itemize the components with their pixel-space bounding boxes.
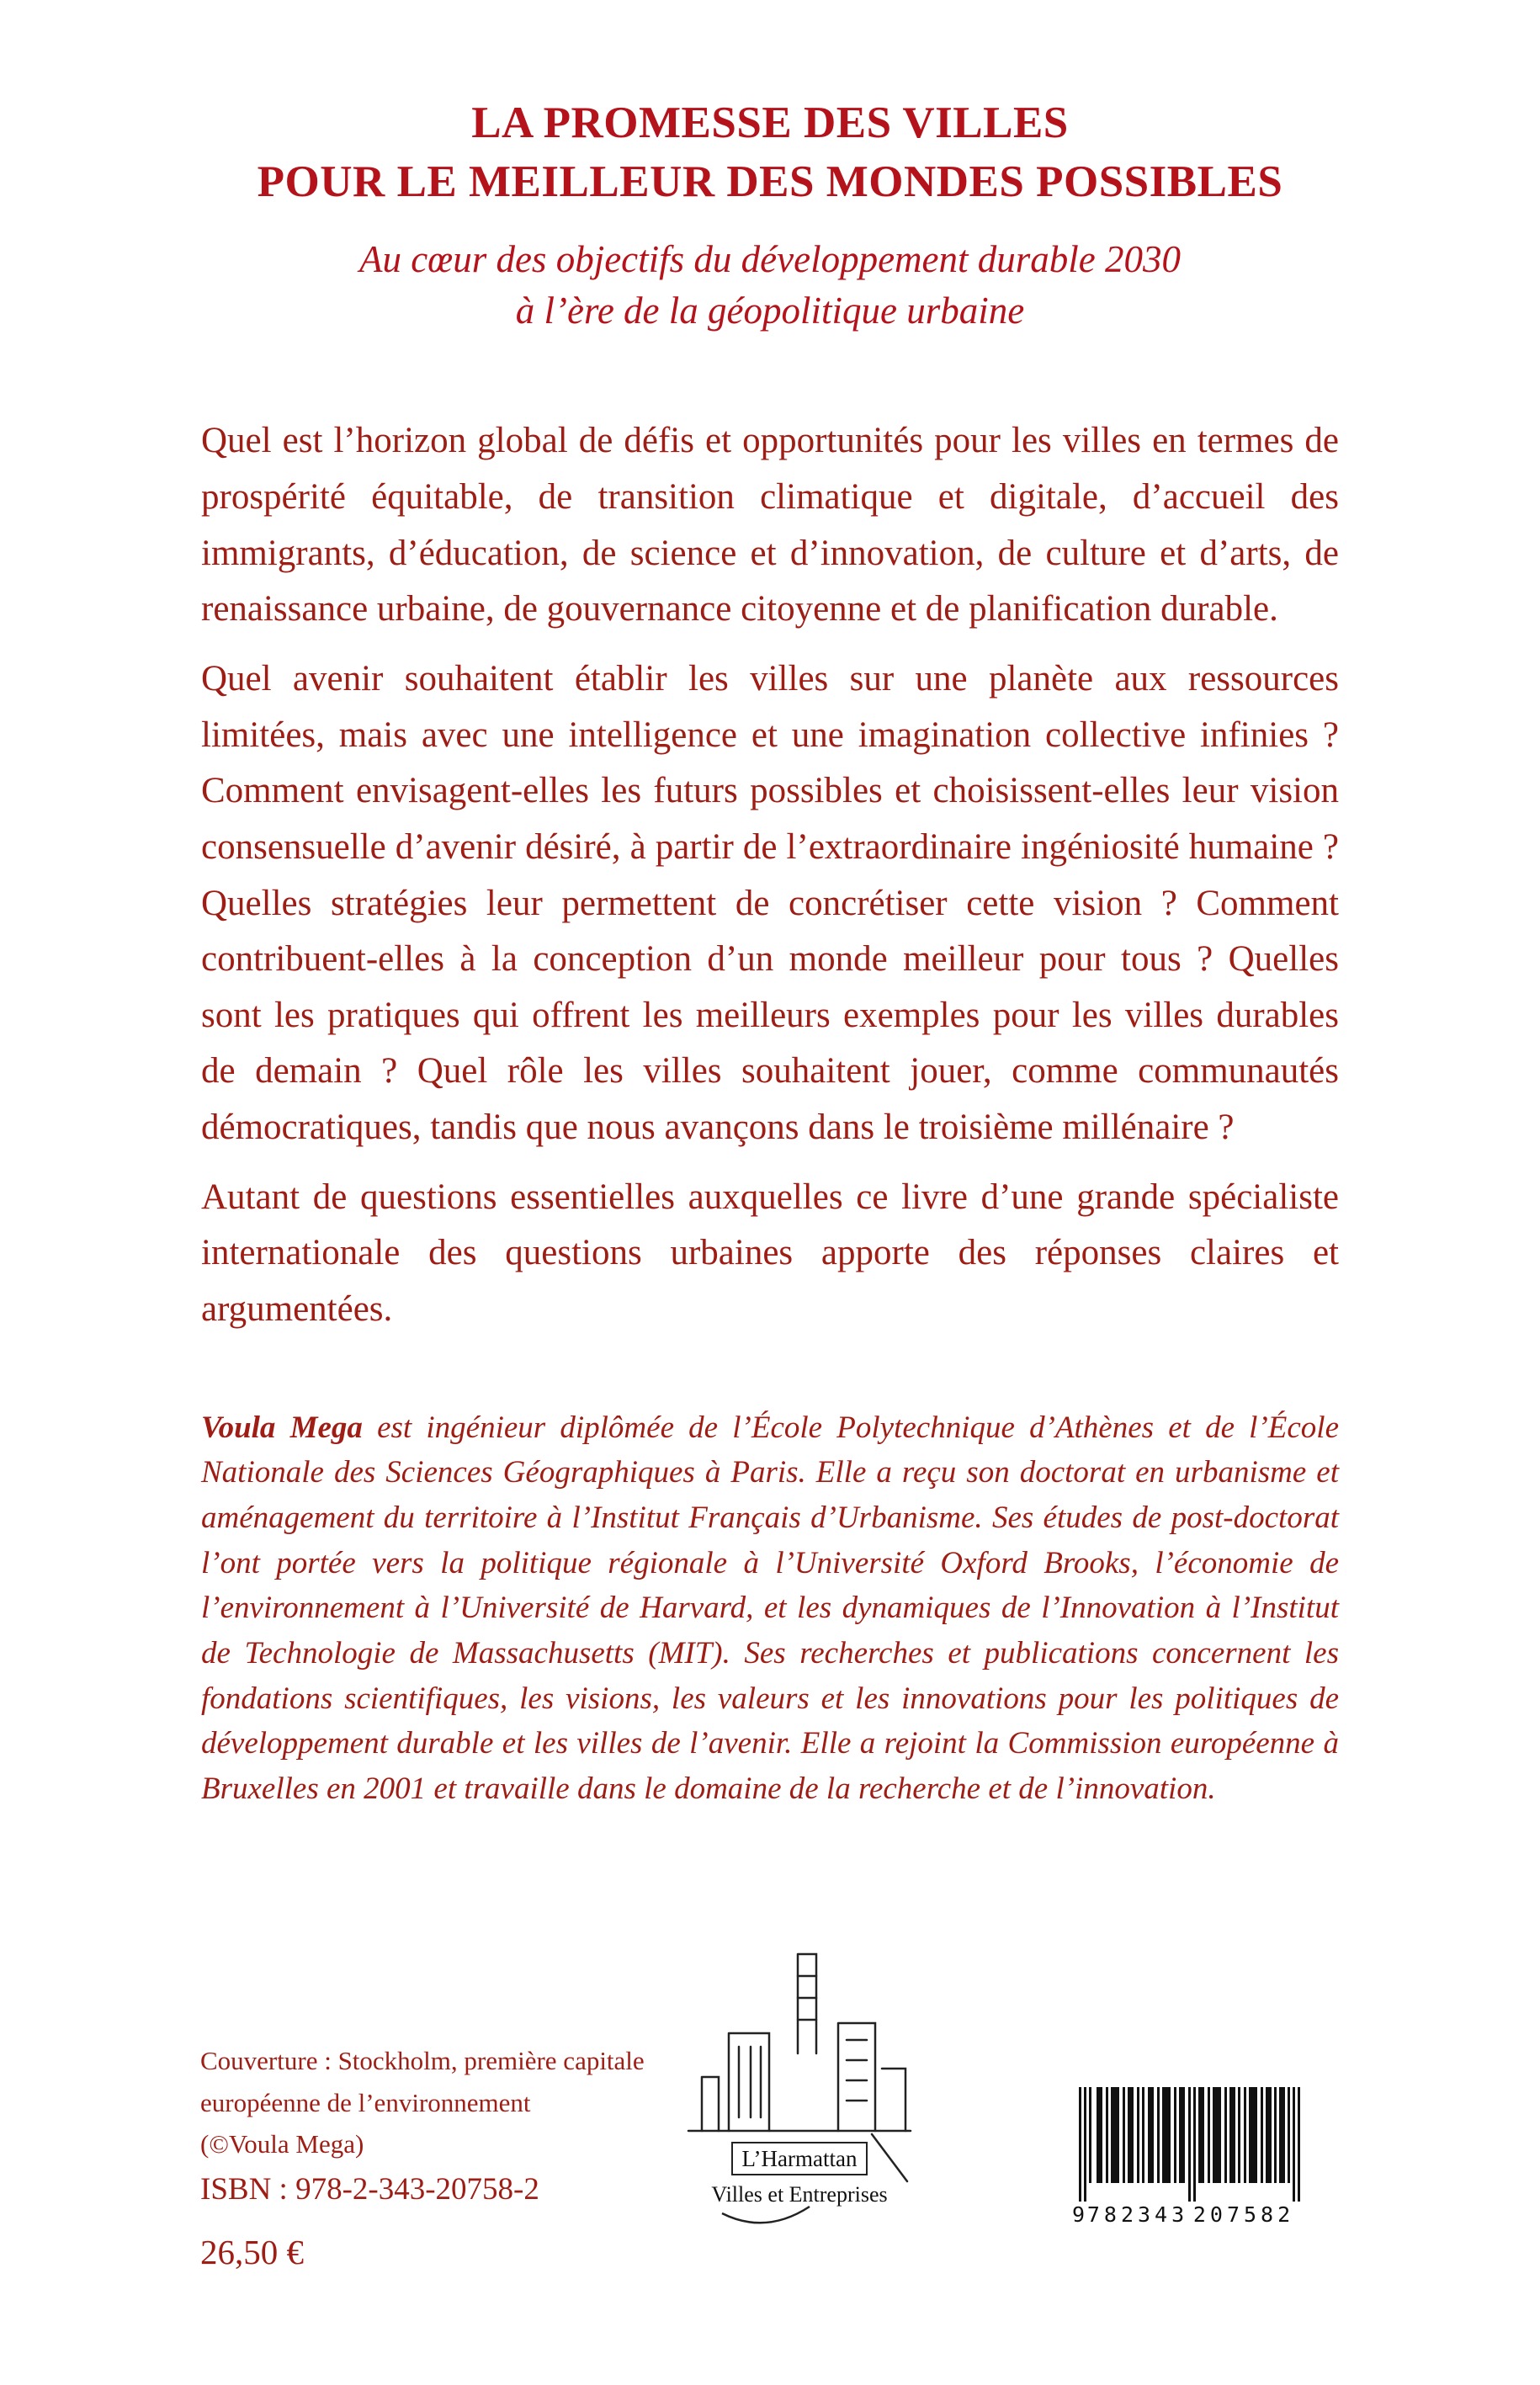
publisher-logo [673,1942,926,2241]
credit-line-1: Couverture : Stockholm, première capitale [200,2046,645,2075]
author-name: Voula Mega [201,1410,363,1445]
cover-credit [200,2040,645,2165]
author-bio [201,1405,1339,1812]
subtitle-line-1: Au cœur des objectifs du développement durable 2030 [358,237,1182,280]
publisher-collection: Villes et Entreprises [711,2182,888,2207]
price: 26,50 € [200,2233,304,2271]
book-title [0,94,1540,212]
synopsis-paragraph-3: Autant de questions essentielles auxquelles ce livre d’une grande spécialiste internationale des questions urbaines apporte des réponses claires et argumentées. [201,1177,1339,1330]
title-line-1: LA PROMESSE DES VILLES [471,98,1069,147]
credit-line-3: (©Voula Mega) [200,2129,364,2159]
barcode-bars [1070,2082,1323,2227]
barcode-digits-group2: 207582 [1192,2202,1295,2227]
isbn: ISBN : 978-2-343-20758-2 [200,2172,539,2207]
synopsis-paragraph-1: Quel est l’horizon global de défis et opportunités pour les villes en termes de prospérité équitable, de transition climatique et digitale, d’accueil des immigrants, d’éducation, de science et d’innovation, de culture et d’arts, de renaissance urbaine, de gouvernance citoyenne et de planification durable. [201,421,1339,629]
barcode-digit-left: 9 [1072,2202,1086,2227]
synopsis-paragraph-2: Quel avenir souhaitent établir les villes sur une planète aux ressources limitées, mais avec une intelligence et une imagination collective infinies ? Comment envisagent-elles les futurs possibles et choisissent-elles leur vision consensuelle d’avenir désiré, à partir de l’extraordinaire ingéniosité humaine ? Quelles stratégies leur permettent de concrétiser cette vision ? Comment contribuent-elles à la conception d’un monde meilleur pour tous ? Quelles sont les pratiques qui offrent les meilleurs exemples pour les villes durables de demain ? Quel rôle les villes souhaitent jouer, comme communautés démocratiques, tandis que nous avançons dans le troisième millénaire ? [201,658,1339,1148]
header [0,0,1540,336]
publisher-name: L’Harmattan [741,2146,858,2171]
title-line-2: POUR LE MEILLEUR DES MONDES POSSIBLES [257,157,1283,206]
synopsis [201,413,1339,1811]
author-bio-text: est ingénieur diplômée de l’École Polytechnique d’Athènes et de l’École Nationale des Sciences Géographiques à Paris. Elle a reçu son doctorat en urbanisme et aménagement du territoire à l’Institut Français d’Urbanisme. Ses études de post-doctorat l’ont portée vers la politique régionale à l’Université Oxford Brooks, l’économie de l’environnement à l’Université de Harvard, et les dynamiques de l’Innovation à l’Institut de Technologie de Massachusetts (MIT). Ses recherches et publications concernent les fondations scientifiques, les visions, les valeurs et les innovations pour les politiques de développement durable et les villes de l’avenir. Elle a rejoint la Commission européenne à Bruxelles en 2001 et travaille dans le domaine de la recherche et de l’innovation. [201,1410,1339,1806]
book-subtitle [0,234,1540,337]
credit-line-2: européenne de l’environnement [200,2087,531,2117]
subtitle-line-2: à l’ère de la géopolitique urbaine [515,289,1025,332]
barcode [1070,2082,1323,2231]
city-skyline-icon [673,1942,926,2237]
barcode-digits-group1: 782343 [1086,2202,1189,2227]
